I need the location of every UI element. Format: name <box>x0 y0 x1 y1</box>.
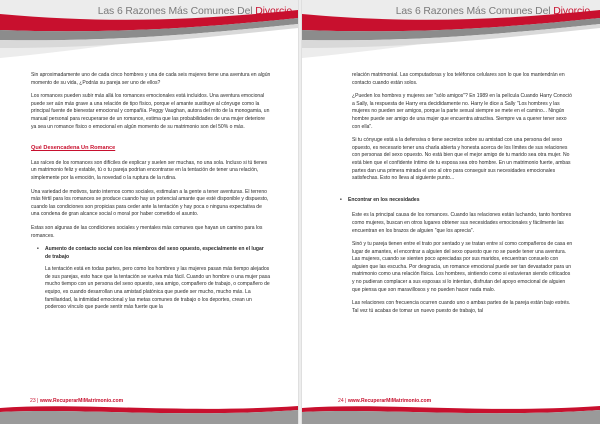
right-page <box>302 0 600 424</box>
bullet-item: • Aumento de contacto social con los miembros del sexo opuesto, especialmente en el lugar de trabajo <box>37 246 264 260</box>
paragraph: relación matrimonial. Las computadoras y los teléfonos celulares son lo que los mantendrán en contacto cuando están solos. <box>352 72 565 86</box>
paragraph: Las raíces de los romances son difíciles de explicar y suelen ser muchas, no una sola. Incluso si tú tienes un matrimonio feliz y estable, tú o tu pareja podrían encontrarse en la tentación de tener una relación, simplemente por la emoción, la novedad o la ruptura de la rutina. <box>31 159 268 181</box>
paragraph: ¿Pueden los hombres y mujeres ser "sólo amigos"? En 1989 en la película Cuando Harry Conoció a Sally, la respuesta de Harry era decididamente no. Harry le dice a Sally "Los hombres y las mujeres no pueden ser amigos, porque la parte sexual siempre se mete en el camino... Ningún hombre puede ser amigo de una mujer que encuentra atractiva. Siempre va a querer tener sexo con ella". <box>352 93 572 130</box>
page-number: 24 <box>338 398 344 404</box>
paragraph: Una variedad de motivos, tanto internos como sociales, estimulan a la gente a tener aventuras. El terreno más fértil para los romances se produce cuando hay un potencial amante que esté disponible y dispuesto, cuando las condiciones son propicias para ceder ante la tentación y hay poca o ninguna expectativa de una condena de gran alcance social o moral por haber cometido el asunto. <box>31 188 269 218</box>
paragraph: Las relaciones con frecuencia ocurren cuando uno o ambas partes de la pareja están bajo estrés. Tal vez tú acabas de tomar un nuevo puesto de trabajo, tal <box>352 300 571 314</box>
right-page-body <box>338 72 574 321</box>
paragraph: Este es la principal causa de los romances. Cuando las relaciones están luchando, tanto hombres como mujeres, buscan en otros lugares obtener sus necesidades emocionales y fácilmente las encuentran en los brazos de alguien "que los aprecia". <box>352 212 572 234</box>
website-link[interactable]: www.RecuperarMiMatrimonio.com <box>39 398 124 404</box>
header-title: Las 6 Razones Más Comunes Del Divorcio <box>97 6 292 17</box>
header-title: Las 6 Razones Más Comunes Del Divorcio <box>395 6 590 17</box>
bullet-item: • Encontrar en los necesidades <box>340 196 420 203</box>
paragraph: Si tu cónyuge está a la defensiva o tiene secretos sobre su amistad con una persona del sexo opuesto, es necesario tener una charla abierta y honesta acerca de los límites de sus relaciones con personas del sexo opuesto. No está bien que el mejor amigo de tu marido sea otra mujer. No está bien que el confidente íntimo de tu esposa sea otro hombre. En un matrimonio fuerte, ambas partes dan una primera mirada el uno al otro para conseguir sus necesidades emocionales satisfechas. Esto no lleva al siguiente punto... <box>352 137 571 182</box>
page-number: 23 <box>30 398 36 404</box>
left-page <box>0 0 298 424</box>
paragraph: Sin aproximadamente uno de cada cinco hombres y una de cada seis mujeres tiene una aventura en algún momento de su vida, ¿Podrás su pareja ser uno de ellos? <box>31 72 271 86</box>
paragraph: Sinó y tu pareja tienen entre el trato por sentado y se tratan entre sí como compañeros de casa en lugar de amantes, el encontrar a alguien del sexo opuesto que no se puede tener una aventura. Las mujeres, cuando se sienten poco apreciadas por sus maridos, encuentran consuelo con alguien que las escucha. Por desgracia, un romance emocional puede ser tan devastador para un matrimonio como una relación física. Los hombres, sintiendo como si estuvieran siendo criticados y no pudieran complacer a sus esposas si lo intentan, disfrutan del apoyo emocional de alguien que piensa que son maravillosos y no pueden hacer nada malo. <box>352 241 573 293</box>
bullet-icon: • <box>340 196 342 203</box>
paragraph: Estas son algunas de las condiciones sociales y mentales más comunes que hayan un camino para los romances. <box>31 224 263 239</box>
section-heading: Qué Desencadena Un Romance <box>31 145 116 152</box>
page-footer: 23 | www.RecuperarMiMatrimonio.com <box>30 398 124 404</box>
paragraph: Los romances pueden subir más allá los romances emocionales está incluidos. Una aventura emocional puede ser aún más grave a una relación de tipo físico, porque el amante sustituye al cónyuge como la principal fuente de bienestar emocional y compañía. Peggy Vaughan, autora del mito de la monogamia, un manual personal para recuperarse de un romance, estima que las probabilidades de una mujer deteriore ya sea un romance físico o emocional en algún momento de su matrimonio son del 50% o más. <box>31 93 270 130</box>
website-link[interactable]: www.RecuperarMiMatrimonio.com <box>347 398 432 404</box>
paragraph: La tentación está en todas partes, pero como los hombres y las mujeres pasan más tiempo alejados de sus parejas, esto hace que la tentación se vuelva más fácil. Cuando un hombre o una mujer pasa mucho tiempo con un persona del sexo opuesto, sea amigo, compañero de trabajo, o compañero de equipo, es cuando desarrollan una amistad platónica que puede ser mucho, mucho más. La familiaridad, la intimidad emocional y las metas comunes de trabajo o los deportes, crean un poderoso vínculo que puede sentir más fuerte que la <box>45 266 271 311</box>
page-footer: 24 | www.RecuperarMiMatrimonio.com <box>338 398 432 404</box>
bullet-icon: • <box>37 246 39 253</box>
left-page-body <box>31 72 271 318</box>
